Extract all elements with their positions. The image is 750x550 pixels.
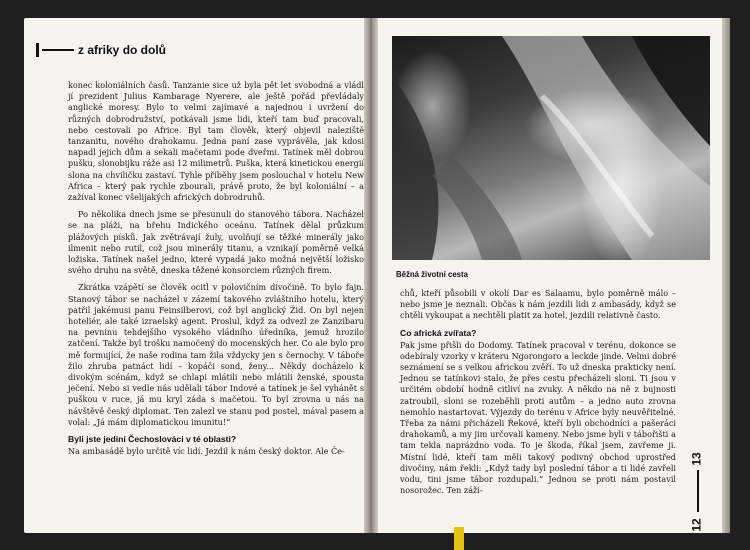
photo-texture	[392, 36, 710, 260]
photo-caption: Běžná životní cesta	[396, 270, 468, 279]
page-number-top: 13	[689, 452, 704, 466]
left-body-text	[68, 80, 364, 457]
header-title: z afriky do dolů	[78, 43, 167, 57]
section-heading: Co africká zvířata?	[400, 327, 477, 338]
running-header	[36, 42, 166, 58]
snowy-path-photo	[392, 36, 710, 260]
paragraph: Na ambasádě bylo určitě víc lidí. Jezdil k nám český doktor. Ale Če-	[68, 446, 345, 457]
page-number-rule	[697, 470, 699, 512]
paragraph: konec koloniálních časů. Tanzanie sice už byla pět let svobodná a vládl jí prezident Julius Kambarage Nyerere, ale ještě pořád převládaly anglické moresy. Bylo to velmi zajímavé a najednou i uvržení do různých dobrodružství, potkávali jsme lidi, kteří tam buď pracovali, nebo cestovali po Africe. Byl tam člověk, který objevil naleziště tanzanitu, nového drahokamu. Jedna paní zase vyprávěla, jak kdosi napadl jejich dům a sekali mačetami pode dveřmi. Tatínek měl dobrou pušku, slonobijku ráže asi 12 milimetrů. Puška, která kinetickou energií slona na chviličku zastaví. Tyhle příběhy jsem poslouchal v hotelu New Africa – který pak rychle zbourali, právě proto, že byl koloniální – a zažíval konec všelijakých afrických dobrodruhů.	[68, 80, 364, 203]
header-bar	[36, 43, 39, 57]
page-edge-shadow	[722, 18, 730, 533]
bookmark-ribbon	[454, 527, 464, 550]
page-numbers	[688, 448, 710, 533]
header-rule	[42, 49, 74, 51]
paragraph: chů, kteří působili v okolí Dar es Salaamu, bylo poměrně málo – nebo jsme je neznali. Občas k nám jezdili lidi z ambasády, když se chtěli vykoupat a nechtěli platit za hotel, jezdili relativně často.	[400, 288, 676, 321]
section-heading: Byli jste jediní Čechoslováci v té oblasti?	[68, 434, 237, 445]
paragraph: Zkrátka vzápětí se člověk ocitl v polovičním divočině. To bylo fajn. Stanový tábor se nacházel v zázemí takového zvláštního hotelu, který patřil jakémusi panu Feinsilberovi, což byl anglický Žid. On byl nejen hoteliér, ale také izraelský agent. Proslul, když za odvezl ze Zanzibaru na pevninu tehdejšího vysokého vládního úředníka, jemuž hrozilo zatčení. Takže byl trošku namočený do mocenských her. Co ale bylo pro mě formující, že naše rodina tam žila vždycky jen s černochy. V táboře žilo zhruba patnáct lidí – kopáči sond, ženy... Někdy docházelo k divokým scénám, když se chlapi mlátili nebo mlátili ženské, spousta ječení. Nebo si vedle nás udělali tábor Indové a tatínek je šel vyhánět s puškou v ruce, já mu kryl záda s mačetou. To byl zrovna u nás na návštěvě český diplomat. Ten zalezl ve stanu pod postel, mával pasem a volal: „Já mám diplomatickou imunitu!“	[68, 282, 364, 427]
paragraph: Po několika dnech jsme se přesunuli do stanového tábora. Nacházel se na pláži, na břehu Indického oceánu. Tatínek dělal průzkum plážových písků. Jak zvětrávají žuly, uvolňují se těžké minerály jako ilmenit nebo rutil, což jsou minerály titanu, a vznikají poměrně velká ložiska. Tatínek našel jedno, které vypadá jako možná největší ložisko svého druhu na světě, dneska těžené konsorciem různých firem.	[68, 209, 364, 276]
left-page	[24, 18, 370, 533]
paragraph: Pak jsme přišli do Dodomy. Tatínek pracoval v terénu, dokonce se odebíraly vzorky v kráteru Ngorongoro a leckde jinde. Velmi dobré seznámení se s velkou africkou zvěří. To už dneska prakticky není. Jednou se tatínkovi stalo, že přes cestu přecházeli sloni. Ti jsou v určitém období hodně citliví na zvuky. A někdo na ně z bujnosti zatroubil, sloni se rozeběhli proti autům – a jedno auto zrovna nemohlo nastartovat. Výjezdy do terénu v Africe byly neuvěřitelné. Třeba za námi přicházeli Řekové, kteří byli obchodníci a pašeráci drahokamů, a my jim určovali kameny. Nebo jsme byli v tábořišti a tam tekla naprázdno voda. To je škoda, říkal jsem, zavřeme ji. Místní lidé, kteří tam měli takový podivný obchod uprostřed divočiny, nám řekli: „Když tady byl poslední tábor a ti lidé zavřeli vodu, tini jsme tábor rozdupali.“ Jednou se proti nám postavil nosorožec. Ten záži-	[400, 339, 676, 496]
book-gutter	[364, 18, 378, 533]
right-body-text	[400, 288, 676, 496]
page-number-bottom: 12	[689, 518, 704, 532]
right-page	[372, 18, 726, 533]
